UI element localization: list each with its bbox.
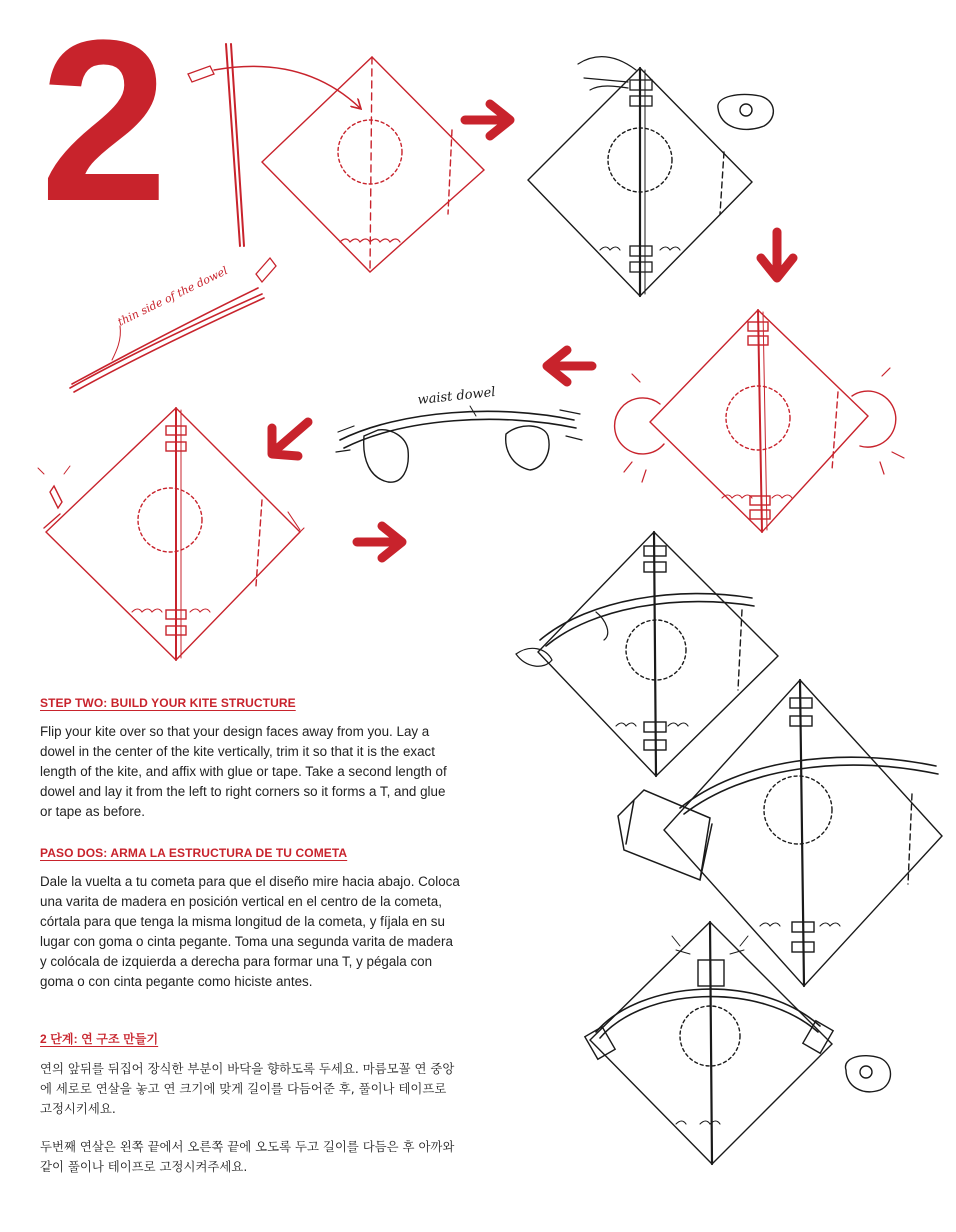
tape-roll-icon-2 [845, 1056, 890, 1092]
paragraph-korean-1: 연의 앞뒤를 뒤집어 장식한 부분이 바닥을 향하도록 두세요. 마름모꼴 연 중앙에 세로로 연살을 놓고 연 크기에 맞게 길이를 다듬어준 후, 풀이나 테이프로 고정시키세요. [40, 1061, 455, 1116]
arrow-down-icon [761, 232, 793, 278]
sketch-kite-trimmed [38, 408, 304, 660]
dowel-vertical [226, 44, 244, 246]
heading-english: STEP TWO: BUILD YOUR KITE STRUCTURE [40, 696, 296, 710]
step-number: 2 [40, 0, 168, 249]
sketch-waist-dowel [336, 406, 582, 482]
label-waist-dowel: waist dowel [416, 384, 497, 408]
sketch-kite-cross-dowel [516, 532, 778, 776]
arrow-right-icon-2 [357, 526, 402, 558]
paragraph-korean-2: 두번째 연살은 왼쪽 끝에서 오른쪽 끝에 오도록 두고 길이를 다듬은 후 아까와 같이 풀이나 테이프로 고정시켜주세요. [40, 1139, 455, 1174]
label-thin-side: thin side of the dowel [115, 264, 230, 329]
sketch-thin-dowel [70, 258, 276, 392]
arrow-down-left-icon [272, 422, 308, 456]
arrow-left-icon [547, 350, 592, 382]
tape-roll-icon [718, 95, 773, 130]
arrow-right-icon [465, 104, 510, 136]
sketch-kite-taped-corners [585, 922, 891, 1164]
sketch-kite-corner-measure [615, 310, 904, 532]
paragraph-english: Flip your kite over so that your design faces away from you. Lay a dowel in the center of the kite vertically, trim it so that it is the exact length of the kite, and affix with glue or tape. Take a second length of dowel and lay it from the left to right corners so it forms a T, and glue or tape as before. [40, 724, 447, 819]
section-korean [40, 1030, 460, 1177]
sketch-kite-vertical-dowel [528, 57, 773, 296]
section-english [40, 696, 460, 822]
paragraph-spanish: Dale la vuelta a tu cometa para que el diseño mire hacia abajo. Coloca una varita de madera en posición vertical en el centro de la cometa, córtala para que tenga la misma longitud de la cometa, y fíjala en su lugar con goma o cinta pegante. Toma una segunda varita de madera y colócala de izquierda a derecha para formar una T, y pégala con goma o con cinta pegante como hiciste antes. [40, 874, 460, 989]
sketch-dowel-placement [188, 44, 484, 272]
right-hand-icon [506, 426, 549, 470]
section-spanish [40, 846, 460, 992]
heading-korean: 2 단계: 연 구조 만들기 [40, 1032, 159, 1046]
heading-spanish: PASO DOS: ARMA LA ESTRUCTURA DE TU COMETA [40, 846, 348, 860]
